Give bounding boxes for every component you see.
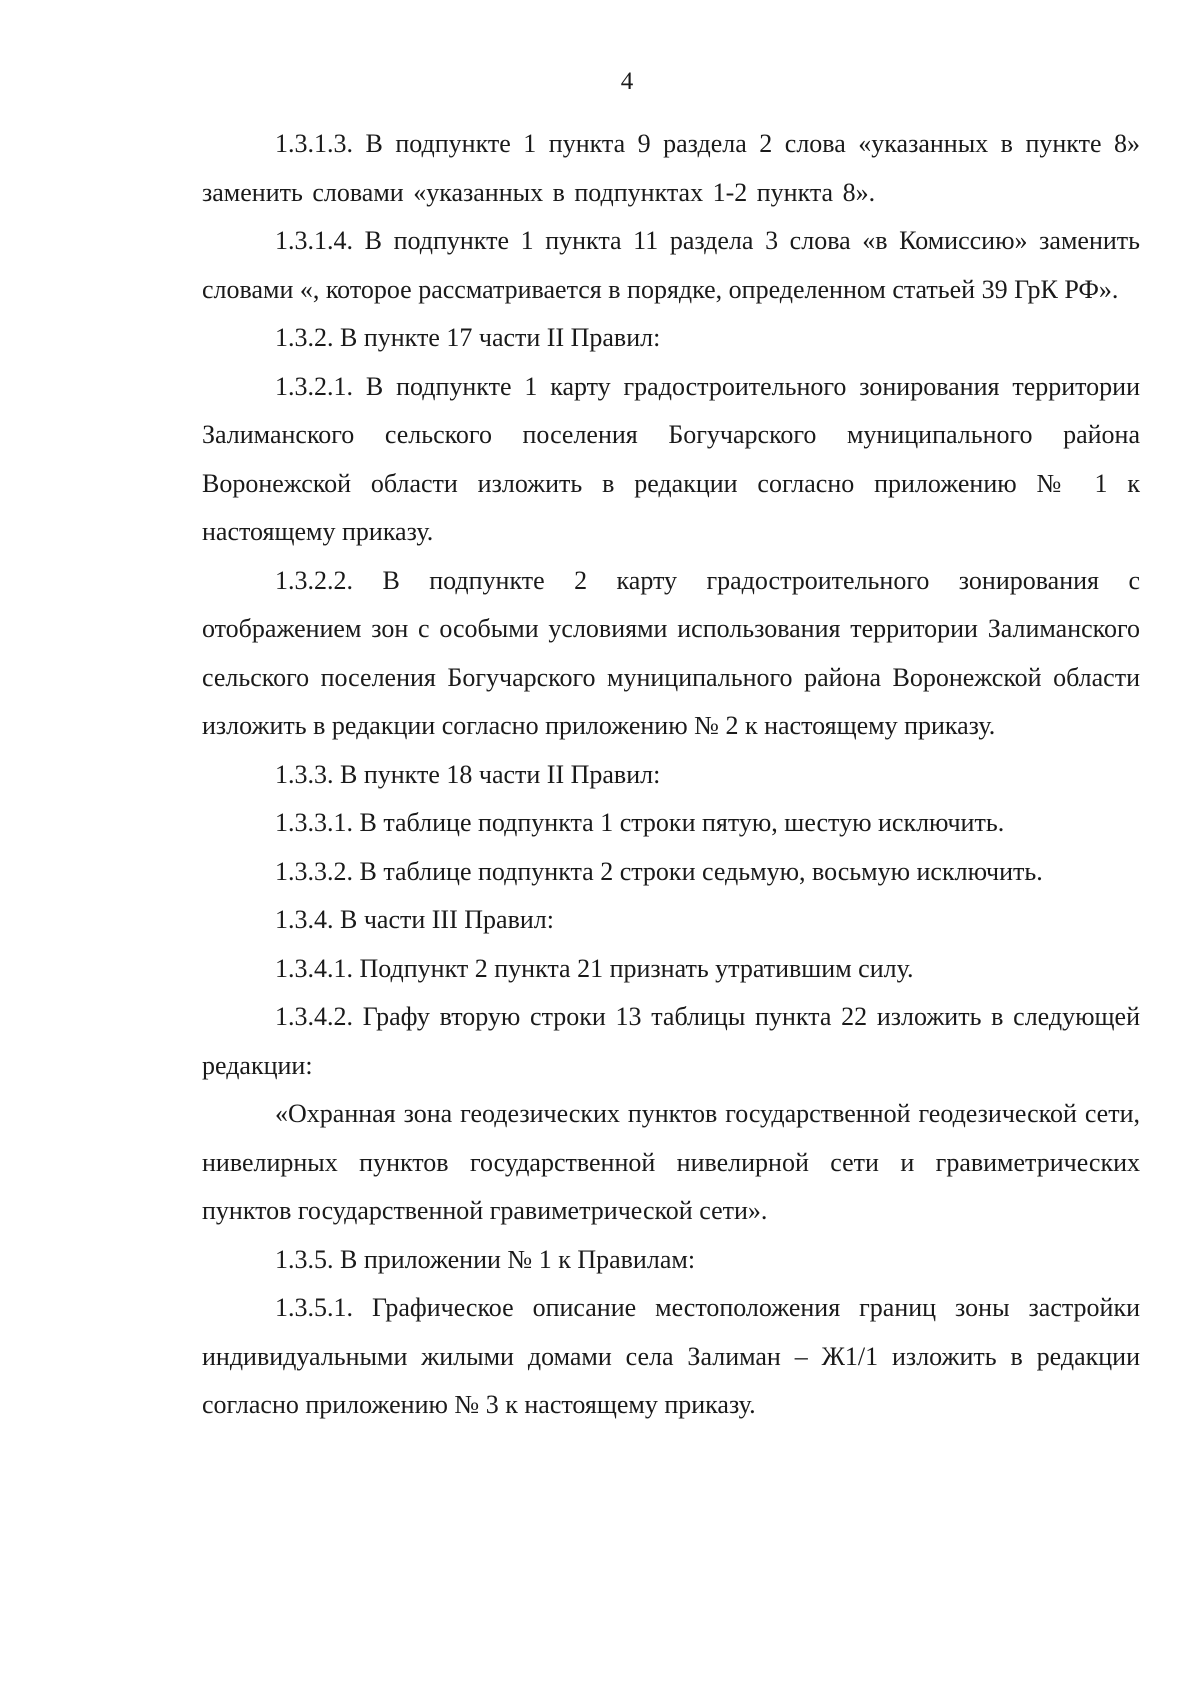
paragraph-1-3-5-1: 1.3.5.1. Графическое описание местоположения границ зоны застройки индивидуальными жилыми домами села Залиман – Ж1/1 изложить в редакции согласно приложению № 3 к настоящему приказу. xyxy=(202,1293,1140,1419)
paragraph-1-3-3: 1.3.3. В пункте 18 части II Правил: xyxy=(275,759,661,789)
paragraph-1-3-2-1: 1.3.2.1. В подпункте 1 карту градостроительного зонирования территории Залиманского сельского поселения Богучарского муниципального района Воронежской области изложить в редакции согласно приложению № 1 к настоящему приказу. xyxy=(202,371,1140,546)
paragraph-1-3-5: 1.3.5. В приложении № 1 к Правилам: xyxy=(275,1244,696,1274)
paragraph-1-3-3-1: 1.3.3.1. В таблице подпункта 1 строки пятую, шестую исключить. xyxy=(275,808,1005,837)
page-number: 4 xyxy=(620,68,634,95)
paragraph-1-3-4-2: 1.3.4.2. Графу вторую строки 13 таблицы пункта 22 изложить в следующей редакции: xyxy=(202,1002,1140,1080)
paragraph-quote-protection-zone: «Охранная зона геодезических пунктов государственной геодезической сети, нивелирных пунктов государственной нивелирной сети и гравиметрических пунктов государственной гравиметрической сети». xyxy=(202,1099,1140,1225)
paragraph-1-3-2-2: 1.3.2.2. В подпункте 2 карту градостроительного зонирования с отображением зон с особыми условиями использования территории Залиманского сельского поселения Богучарского муниципального района Воронежской области изложить в редакции согласно приложению № 2 к настоящему приказу. xyxy=(202,565,1140,740)
paragraph-1-3-4: 1.3.4. В части III Правил: xyxy=(275,905,554,934)
paragraph-1-3-1-4: 1.3.1.4. В подпункте 1 пункта 11 раздела 3 слова «в Комиссию» заменить словами «, которое рассматривается в порядке, определенном статьей 39 ГрК РФ». xyxy=(202,226,1140,304)
document-body xyxy=(202,120,1140,1430)
paragraph-1-3-2: 1.3.2. В пункте 17 части II Правил: xyxy=(275,323,661,352)
paragraph-1-3-1-3: 1.3.1.3. В подпункте 1 пункта 9 раздела 2 слова «указанных в пункте 8» заменить словами «указанных в подпунктах 1-2 пункта 8». xyxy=(202,129,1140,207)
paragraph-1-3-3-2: 1.3.3.2. В таблице подпункта 2 строки седьмую, восьмую исключить. xyxy=(275,856,1043,886)
paragraph-1-3-4-1: 1.3.4.1. Подпункт 2 пункта 21 признать утратившим силу. xyxy=(275,953,914,983)
